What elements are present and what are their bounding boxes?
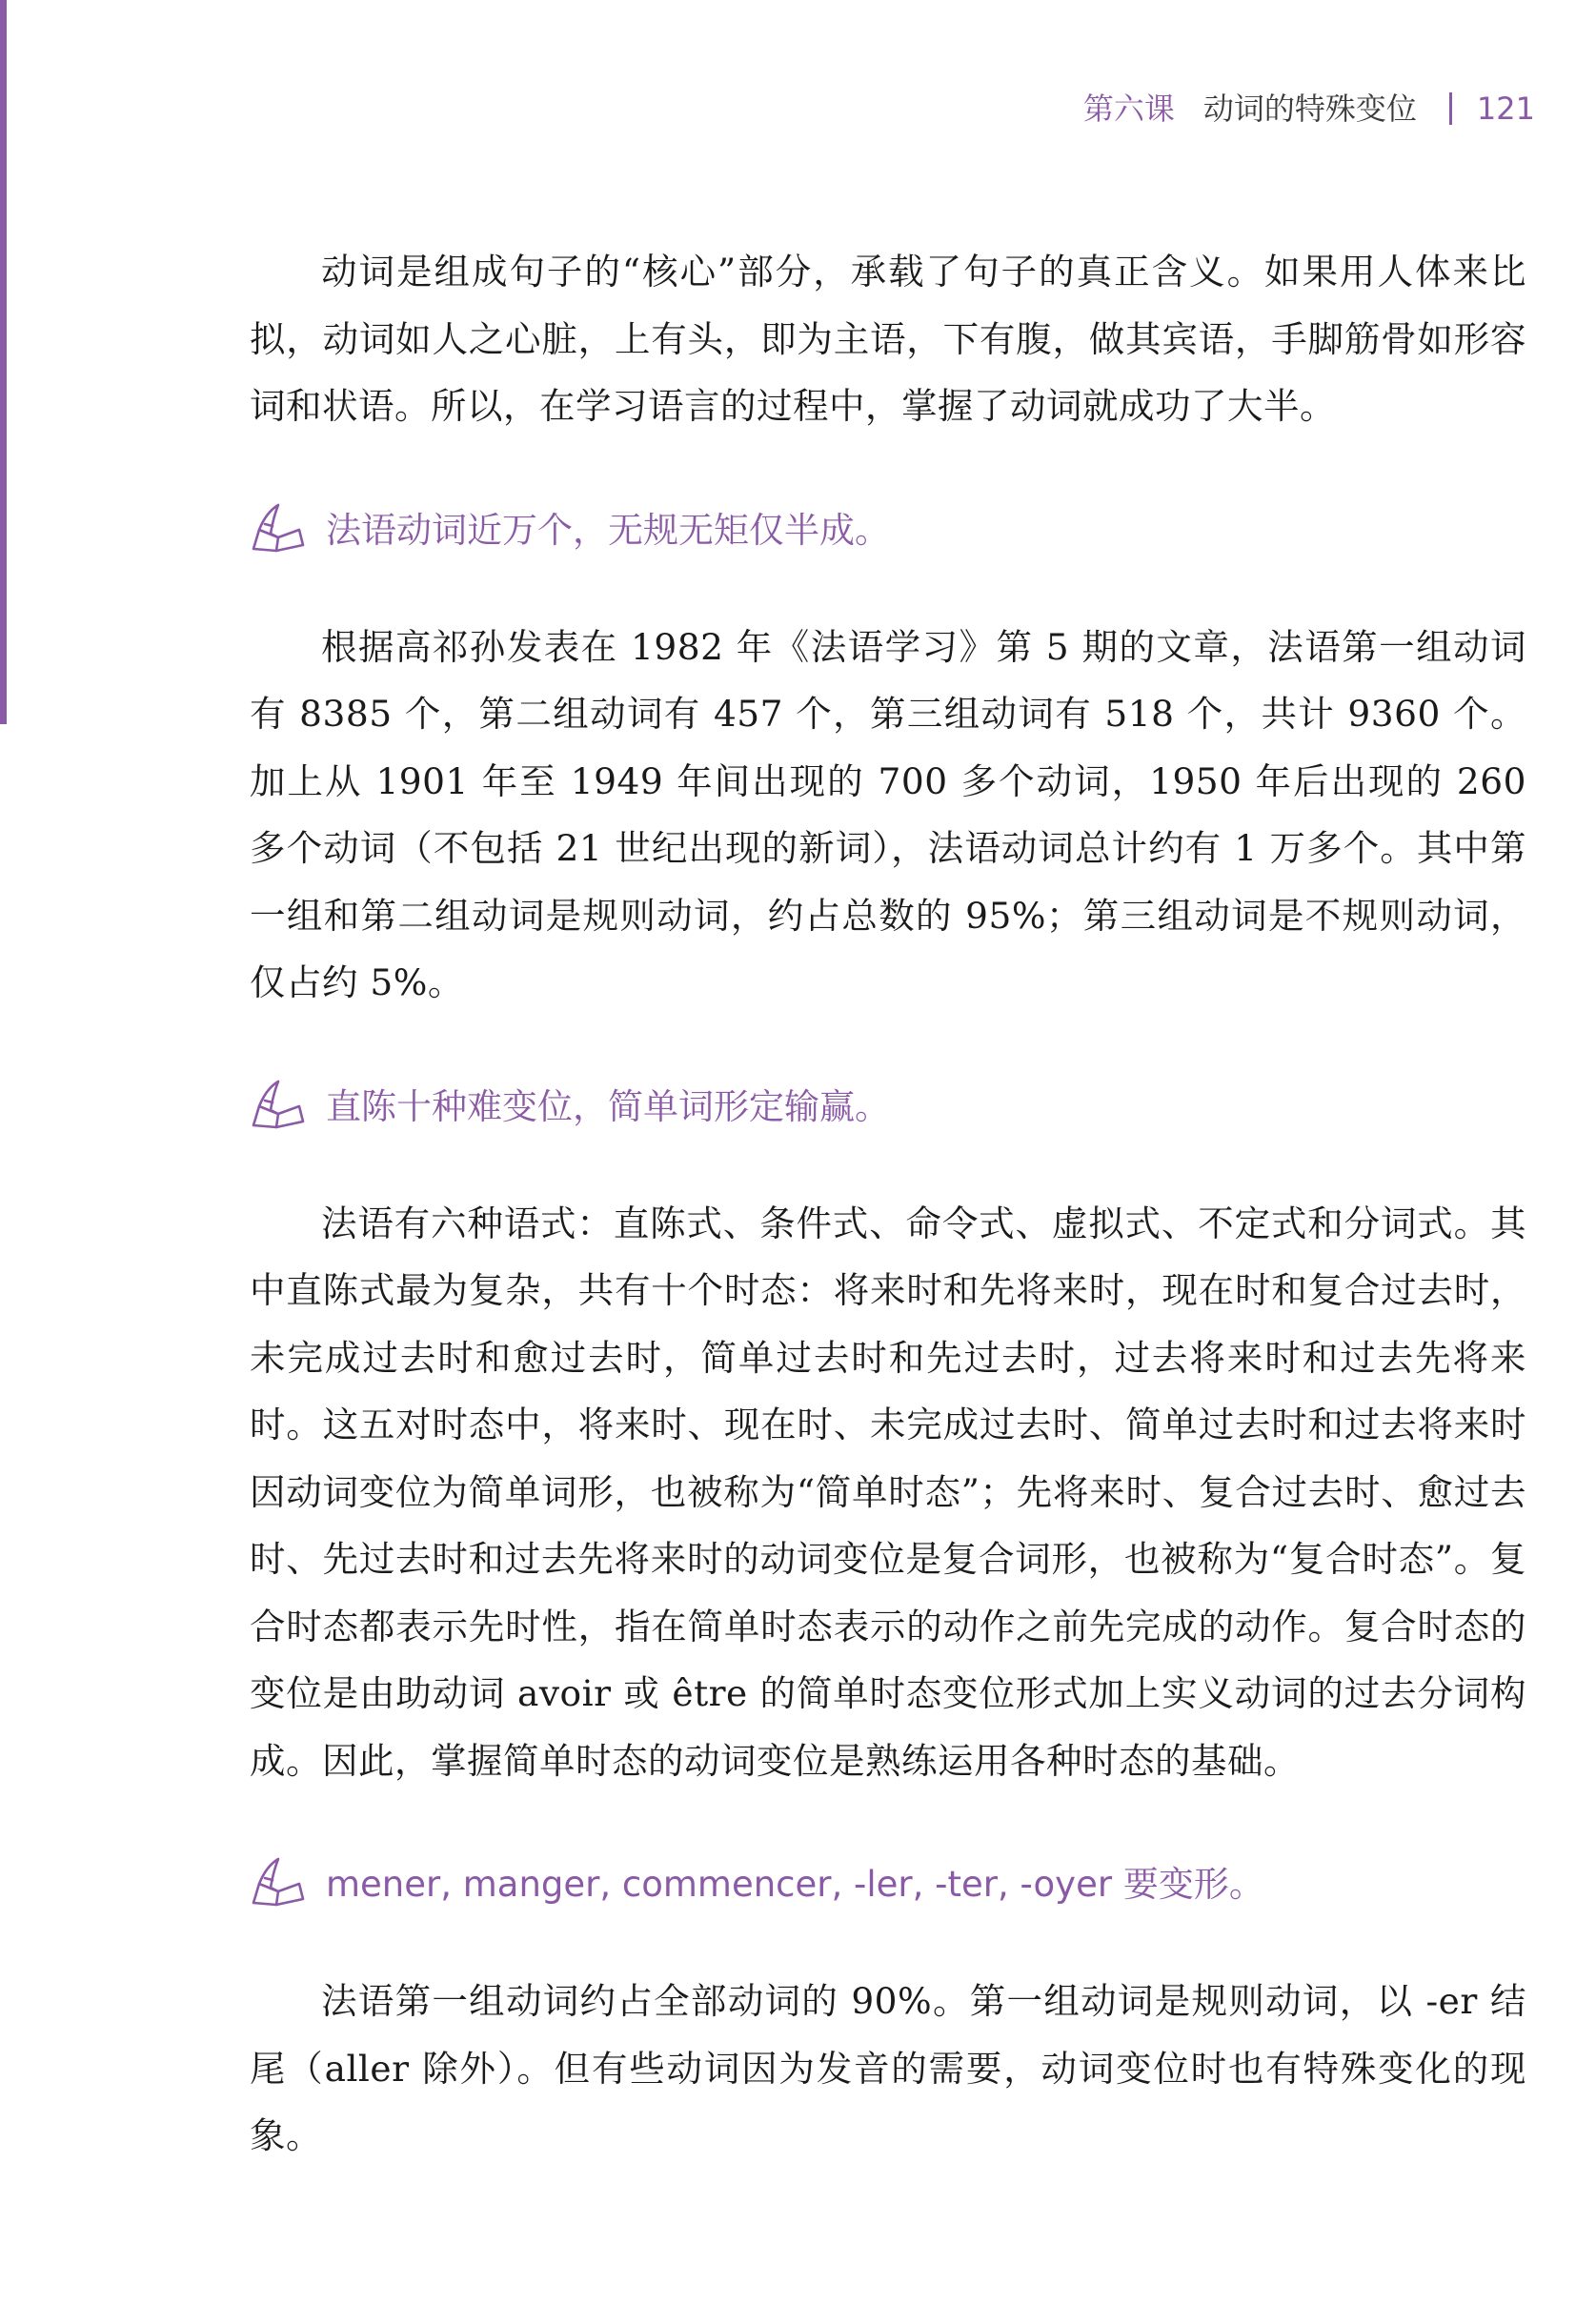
body-paragraph-2: 根据高祁孙发表在 1982 年《法语学习》第 5 期的文章，法语第一组动词有 8385 个，第二组动词有 457 个，第三组动词有 518 个，共计 9360 个。加上从 1901 年至 1949 年间出现的 700 多个动词，1950 年后出现的 260 多个动词（不包括 21 世纪出现的新词），法语动词总计约有 1 万多个。其中第一组和第二组动词是规则动词，约占总数的 95%；第三组动词是不规则动词，仅占约 5%。	[250, 625, 1526, 1003]
quill-pen-book-icon	[250, 1078, 309, 1129]
body-paragraph-3: 法语有六种语式：直陈式、条件式、命令式、虚拟式、不定式和分词式。其中直陈式最为复杂，共有十个时态：将来时和先将来时，现在时和复合过去时，未完成过去时和愈过去时，简单过去时和先过去时，过去将来时和过去先将来时。这五对时态中，将来时、现在时、未完成过去时、简单过去时和过去将来时因动词变位为简单词形，也被称为“简单时态”；先将来时、复合过去时、愈过去时、先过去时和过去先将来时的动词变位是复合词形，也被称为“复合时态”。复合时态都表示先时性，指在简单时态表示的动作之前先完成的动作。复合时态的变位是由助动词 avoir 或 être 的简单时态变位形式加上实义动词的过去分词构成。因此，掌握简单时态的动词变位是熟练运用各种时态的基础。	[250, 1202, 1526, 1782]
tip-text: 直陈十种难变位，简单词形定输赢。	[326, 1085, 890, 1127]
header-title: 动词的特殊变位	[1202, 91, 1417, 127]
running-header	[1083, 86, 1535, 131]
tip-2	[250, 1070, 1526, 1137]
tip-text: mener, manger, commencer, -ler, -ter, -oyer 要变形。	[326, 1864, 1264, 1905]
tip-text: 法语动词近万个，无规无矩仅半成。	[326, 509, 890, 551]
header-lesson: 第六课	[1082, 91, 1175, 127]
quill-pen-book-icon	[250, 501, 309, 553]
page-edge-bar	[0, 0, 7, 724]
tip-1	[250, 494, 1526, 560]
tip-3	[250, 1848, 1526, 1914]
page-number: 121	[1476, 91, 1535, 127]
quill-pen-book-icon	[250, 1855, 309, 1907]
body-paragraph-1: 动词是组成句子的“核心”部分，承载了句子的真正含义。如果用人体来比拟，动词如人之心脏，上有头，即为主语，下有腹，做其宾语，手脚筋骨如形容词和状语。所以，在学习语言的过程中，掌握了动词就成功了大半。	[250, 251, 1526, 427]
page-body	[250, 238, 1526, 2170]
body-paragraph-4: 法语第一组动词约占全部动词的 90%。第一组动词是规则动词，以 -er 结尾（aller 除外）。但有些动词因为发音的需要，动词变位时也有特殊变化的现象。	[250, 1980, 1526, 2156]
header-divider	[1449, 92, 1452, 125]
